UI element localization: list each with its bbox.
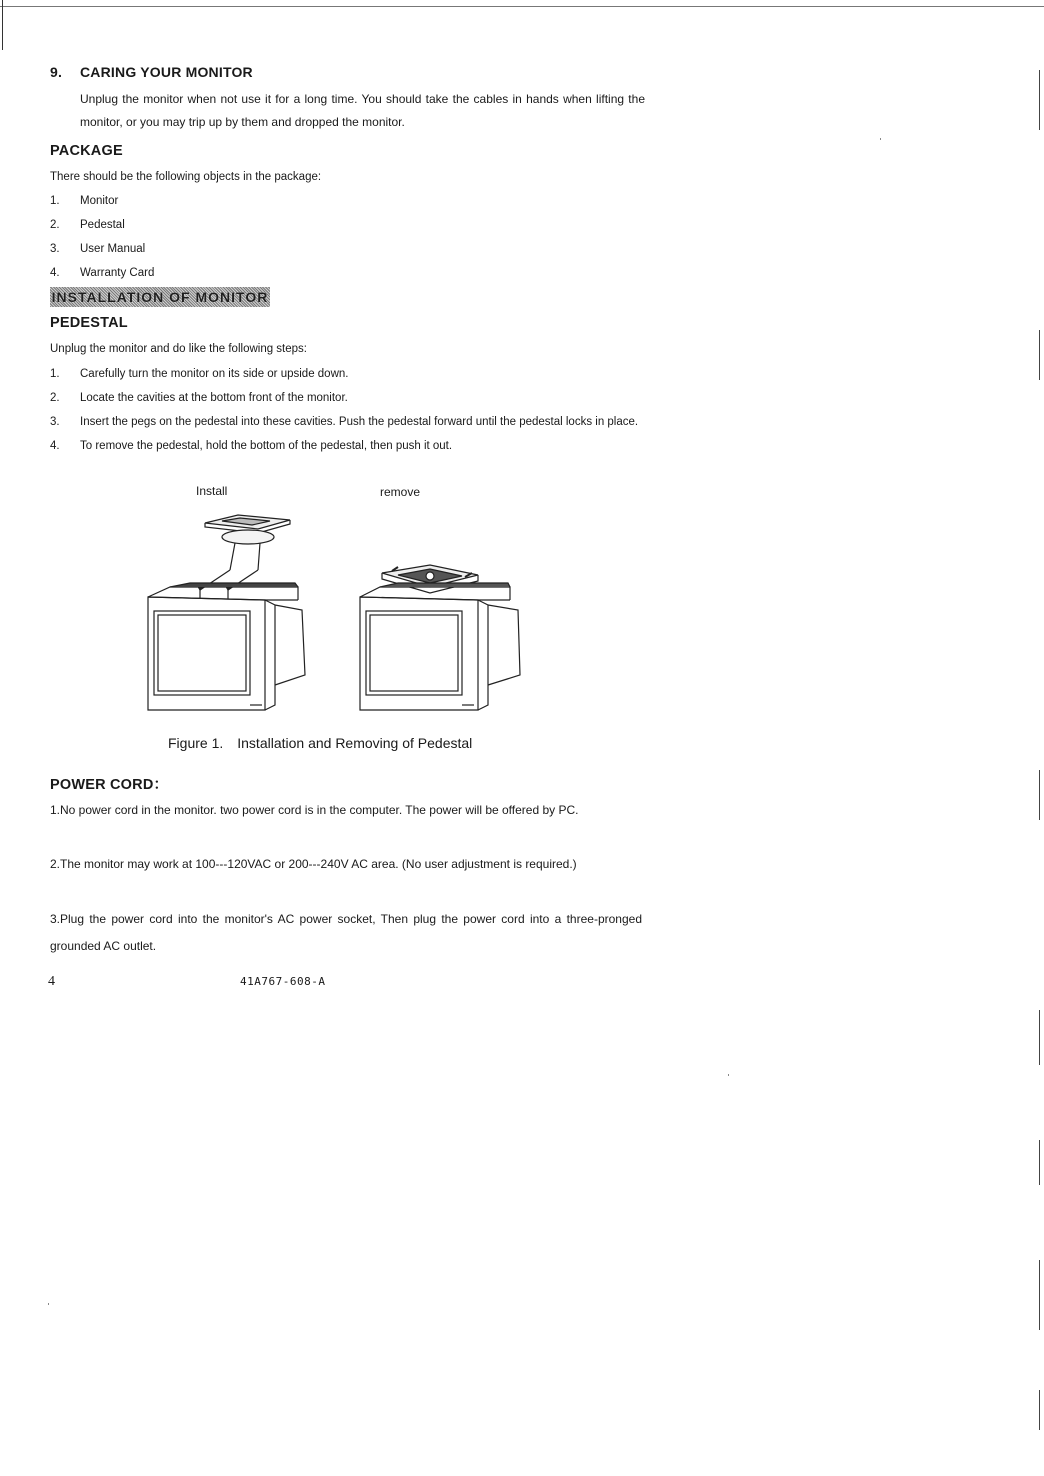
figure-caption-text: Installation and Removing of Pedestal <box>237 735 473 751</box>
list-item-text: Carefully turn the monitor on its side or upside down. <box>80 368 349 380</box>
package-intro: There should be the following objects in the package: <box>50 171 322 183</box>
pedestal-illustration <box>130 505 530 725</box>
list-item <box>50 362 645 386</box>
caring-section-title <box>50 64 253 80</box>
list-item <box>50 189 645 213</box>
power-cord-paragraph: 1.No power cord in the monitor. two power cord is in the computer. The power will be offered by PC. <box>50 803 579 817</box>
list-item-text: Monitor <box>80 195 119 207</box>
remove-label: remove <box>380 485 421 499</box>
section-title-text: CARING YOUR MONITOR <box>80 64 253 80</box>
figure-caption <box>168 735 472 751</box>
pedestal-steps <box>50 362 645 458</box>
list-item <box>50 213 645 237</box>
scan-edge-right <box>1039 1140 1040 1185</box>
list-item-number: 1. <box>50 195 60 207</box>
list-item <box>50 261 645 285</box>
document-code: 41A767-608-A <box>240 975 326 988</box>
caring-paragraph: Unplug the monitor when not use it for a long time. You should take the cables in hands when lifting the monitor, or you may trip up by them and dropped the monitor. <box>80 92 645 129</box>
scan-speck <box>48 1303 49 1305</box>
pedestal-heading: PEDESTAL <box>50 315 128 331</box>
install-monitor-drawing <box>148 583 305 710</box>
installation-banner-text: INSTALLATION OF MONITOR <box>51 289 269 305</box>
list-item-text: User Manual <box>80 243 146 255</box>
scan-edge-right <box>1039 1390 1040 1430</box>
install-label: Install <box>196 484 228 498</box>
list-item-number: 1. <box>50 368 60 380</box>
scan-edge-right <box>1039 770 1040 820</box>
scan-speck <box>880 138 881 140</box>
list-item-text: To remove the pedestal, hold the bottom of the pedestal, then push it out. <box>80 440 453 452</box>
scan-edge-right <box>1039 1260 1040 1330</box>
list-item-text: Pedestal <box>80 219 125 231</box>
scan-edge-top <box>0 6 1044 7</box>
scan-speck <box>728 1074 729 1076</box>
list-item <box>50 237 645 261</box>
list-item-number: 2. <box>50 219 60 231</box>
package-list <box>50 189 645 285</box>
scan-edge-right <box>1039 70 1040 130</box>
installation-banner <box>50 287 270 307</box>
section-number: 9. <box>50 64 63 80</box>
remove-monitor-drawing <box>360 583 520 710</box>
list-item <box>50 410 645 434</box>
remove-pedestal-drawing <box>382 565 478 593</box>
list-item <box>50 386 645 410</box>
list-item-text: Locate the cavities at the bottom front of the monitor. <box>80 392 348 404</box>
list-item-text: Insert the pegs on the pedestal into these cavities. Push the pedestal forward until the pedestal locks in place. <box>80 416 639 428</box>
page-number: 4 <box>48 974 55 989</box>
package-heading: PACKAGE <box>50 143 123 159</box>
power-cord-heading: POWER CORD： <box>50 777 169 793</box>
power-cord-paragraph: 2.The monitor may work at 100---120VAC or 200---240V AC area. (No user adjustment is required.) <box>50 857 577 871</box>
pedestal-intro: Unplug the monitor and do like the following steps: <box>50 343 307 355</box>
list-item <box>50 434 645 458</box>
list-item-number: 2. <box>50 392 60 404</box>
power-cord-paragraph: 3.Plug the power cord into the monitor's AC power socket, Then plug the power cord into a three-pronged grounded AC outlet. <box>50 912 642 953</box>
list-item-number: 3. <box>50 416 60 428</box>
scan-edge-right <box>1039 1010 1040 1065</box>
scan-edge-left <box>2 0 3 50</box>
list-item-number: 3. <box>50 243 60 255</box>
list-item-number: 4. <box>50 267 60 279</box>
list-item-number: 4. <box>50 440 60 452</box>
scan-edge-right <box>1039 330 1040 380</box>
figure-caption-label: Figure 1. <box>168 735 224 751</box>
list-item-text: Warranty Card <box>80 267 155 279</box>
